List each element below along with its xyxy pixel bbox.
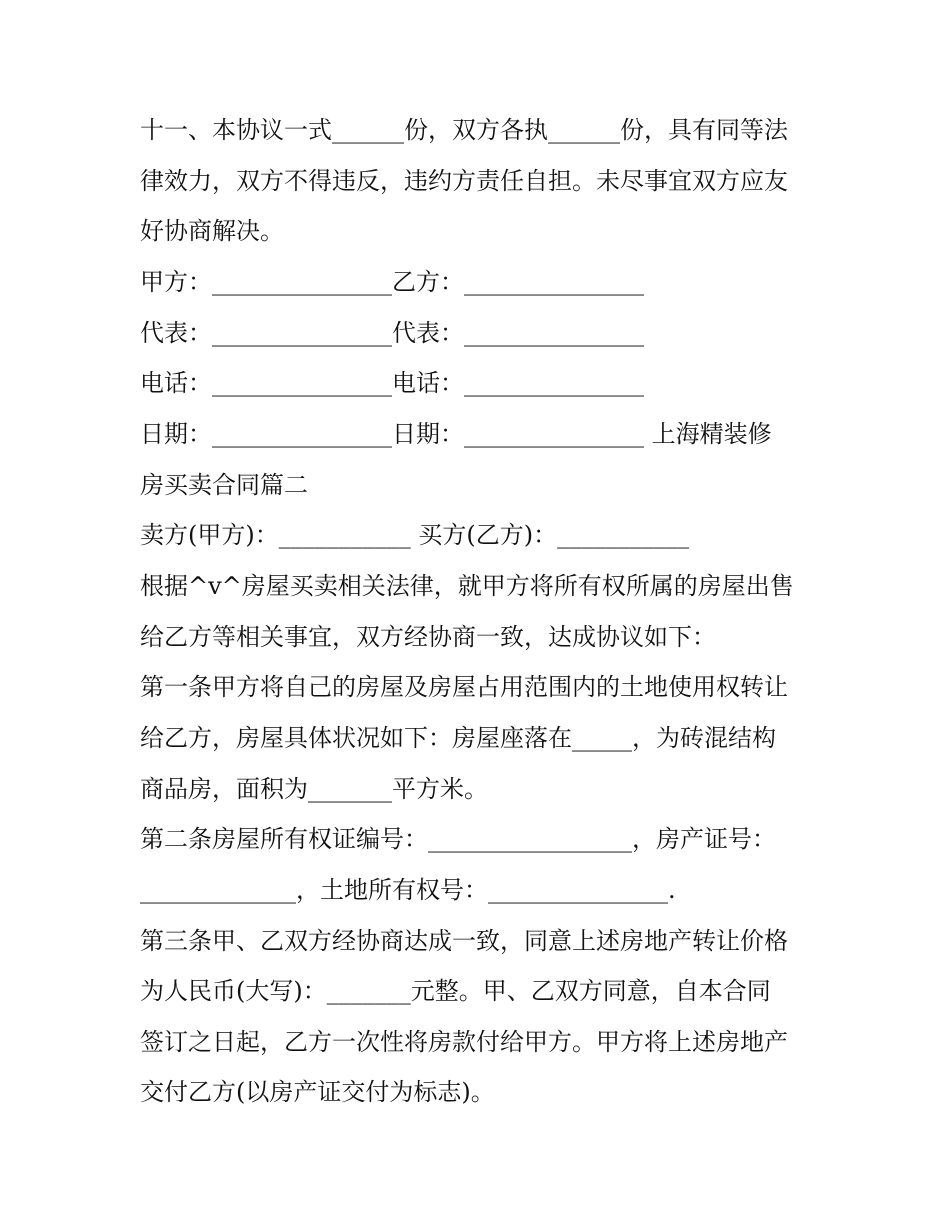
signature-line-phone: 电话：_______________电话：_______________ xyxy=(140,369,644,397)
text-line: 给乙方，房屋具体状况如下：房屋座落在_____，为砖混结构 xyxy=(140,724,776,752)
text-line: _____________，土地所有权号：_______________. xyxy=(140,876,676,904)
text-line: 好协商解决。 xyxy=(140,217,284,245)
text-line: 给乙方等相关事宜，双方经协商一致，达成协议如下： xyxy=(140,623,716,651)
text-line: 交付乙方(以房产证交付为标志)。 xyxy=(140,1078,495,1106)
parties-line: 卖方(甲方)：___________ 买方(乙方)：___________ xyxy=(140,521,690,549)
signature-line-representative: 代表：_______________代表：_______________ xyxy=(140,319,644,347)
signature-line-party: 甲方：_______________乙方：_______________ xyxy=(140,268,644,296)
text-line: 律效力，双方不得违反，违约方责任自担。未尽事宜双方应友 xyxy=(140,167,788,195)
text-line: 签订之日起，乙方一次性将房款付给甲方。甲方将上述房地产 xyxy=(140,1028,788,1056)
text-line: 十一、本协议一式______份，双方各执______份，具有同等法 xyxy=(140,116,788,144)
signature-line-date: 日期：_______________日期：_______________ 上海精装修 xyxy=(140,420,772,448)
text-line: 第二条房屋所有权证编号：_________________，房产证号： xyxy=(140,825,776,853)
section-title: 房买卖合同篇二 xyxy=(140,471,308,499)
text-line: 根据^v^房屋买卖相关法律，就甲方将所有权所属的房屋出售 xyxy=(140,572,794,600)
text-line: 第一条甲方将自己的房屋及房屋占用范围内的土地使用权转让 xyxy=(140,673,788,701)
text-line: 第三条甲、乙双方经协商达成一致，同意上述房地产转让价格 xyxy=(140,927,788,955)
text-line: 商品房，面积为_______平方米。 xyxy=(140,775,488,803)
text-line: 为人民币(大写)：_______元整。甲、乙双方同意，自本合同 xyxy=(140,977,771,1005)
